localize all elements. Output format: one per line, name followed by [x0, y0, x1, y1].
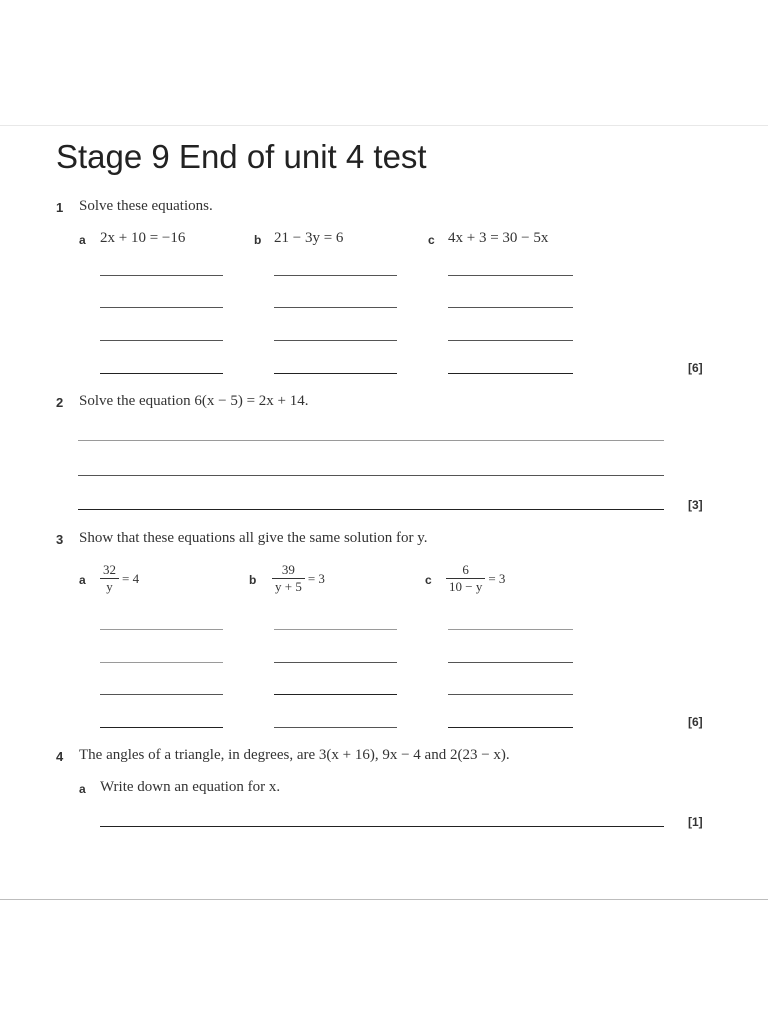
answer-line[interactable] [448, 307, 573, 308]
question-1a-equation: 2x + 10 = −16 [100, 230, 186, 246]
answer-line[interactable] [100, 629, 223, 630]
answer-line[interactable] [274, 340, 397, 341]
answer-line[interactable] [274, 275, 397, 276]
answer-line[interactable] [100, 662, 223, 663]
answer-line[interactable] [100, 727, 223, 728]
question-2-number: 2 [56, 395, 64, 410]
answer-line[interactable] [274, 694, 397, 695]
answer-line[interactable] [78, 509, 664, 510]
question-3a-equation [100, 562, 139, 595]
question-4a-text: Write down an equation for x. [100, 779, 281, 795]
answer-line[interactable] [448, 727, 573, 728]
answer-line[interactable] [274, 629, 397, 630]
question-3-marks: [6] [688, 715, 703, 729]
question-3a-label: a [79, 573, 86, 587]
question-4-text: The angles of a triangle, in degrees, are 3(x + 16), 9x − 4 and 2(23 − x). [79, 747, 510, 763]
answer-line[interactable] [448, 373, 573, 374]
answer-line[interactable] [448, 629, 573, 630]
question-1c-equation: 4x + 3 = 30 − 5x [448, 230, 549, 246]
answer-line[interactable] [274, 662, 397, 663]
question-1-text: Solve these equations. [79, 198, 213, 214]
answer-line[interactable] [274, 727, 397, 728]
question-3-text: Show that these equations all give the same solution for y. [79, 530, 428, 546]
equation-rhs: = 3 [307, 570, 325, 586]
answer-line[interactable] [448, 694, 573, 695]
question-4-marks: [1] [688, 815, 703, 829]
answer-line[interactable] [78, 440, 664, 441]
question-3c-label: c [425, 573, 432, 587]
answer-line[interactable] [448, 275, 573, 276]
denominator: 10 − y [449, 579, 483, 594]
fraction [100, 562, 119, 595]
fraction [446, 562, 485, 595]
answer-line[interactable] [274, 307, 397, 308]
question-3b-label: b [249, 573, 257, 587]
answer-line[interactable] [100, 307, 223, 308]
question-1b-label: b [254, 233, 262, 247]
question-4-number: 4 [56, 749, 64, 764]
numerator: 32 [100, 562, 119, 579]
equation-rhs: = 4 [122, 570, 140, 586]
denominator: y + 5 [275, 579, 302, 594]
answer-line[interactable] [100, 694, 223, 695]
question-1c-label: c [428, 233, 435, 247]
question-2-text: Solve the equation 6(x − 5) = 2x + 14. [79, 393, 309, 409]
answer-line[interactable] [100, 373, 223, 374]
question-4a-label: a [79, 782, 86, 796]
question-1-marks: [6] [688, 361, 703, 375]
answer-line[interactable] [448, 340, 573, 341]
question-3-number: 3 [56, 532, 64, 547]
numerator: 6 [446, 562, 485, 579]
question-2-marks: [3] [688, 498, 703, 512]
answer-line[interactable] [100, 275, 223, 276]
answer-line[interactable] [78, 475, 664, 476]
denominator: y [106, 579, 113, 594]
answer-line[interactable] [274, 373, 397, 374]
question-1-number: 1 [56, 200, 64, 215]
answer-line[interactable] [100, 826, 664, 827]
question-1b-equation: 21 − 3y = 6 [274, 230, 344, 246]
page-title: Stage 9 End of unit 4 test [56, 138, 427, 175]
equation-rhs: = 3 [488, 570, 506, 586]
fraction [272, 562, 305, 595]
answer-line[interactable] [448, 662, 573, 663]
numerator: 39 [272, 562, 305, 579]
question-3c-equation [446, 562, 505, 595]
question-1a-label: a [79, 233, 86, 247]
answer-line[interactable] [100, 340, 223, 341]
question-3b-equation [272, 562, 325, 595]
